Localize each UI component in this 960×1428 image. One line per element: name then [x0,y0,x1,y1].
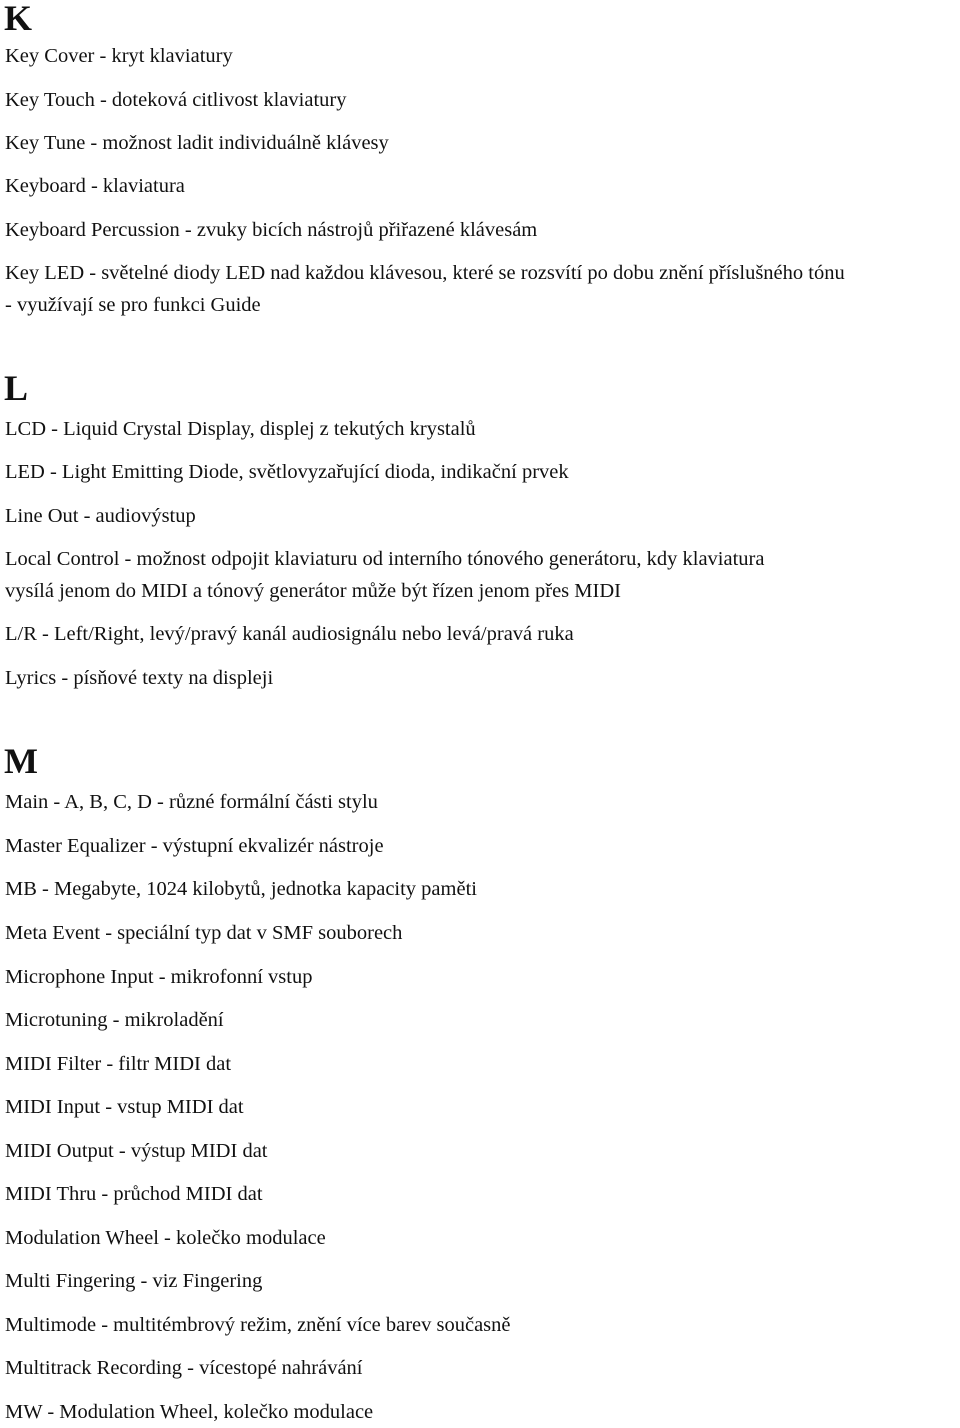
glossary-entry: Master Equalizer - výstupní ekvalizér nástroje [5,835,384,857]
glossary-entry: LED - Light Emitting Diode, světlovyzařující dioda, indikační prvek [5,461,569,483]
glossary-entry: MIDI Thru - průchod MIDI dat [5,1183,263,1205]
glossary-entry: Key Tune - možnost ladit individuálně klávesy [5,132,389,154]
glossary-entry: Keyboard - klaviatura [5,175,185,197]
glossary-entry: Microphone Input - mikrofonní vstup [5,966,313,988]
glossary-entry: Key Cover - kryt klaviatury [5,45,233,67]
glossary-entry: Microtuning - mikroladění [5,1009,224,1031]
glossary-entry: Multitrack Recording - vícestopé nahrávání [5,1357,363,1379]
glossary-entry: Meta Event - speciální typ dat v SMF souborech [5,922,403,944]
glossary-entry: Multimode - multitémbrový režim, znění více barev současně [5,1314,511,1336]
glossary-entry: Key Touch - doteková citlivost klaviatury [5,89,347,111]
glossary-entry: MB - Megabyte, 1024 kilobytů, jednotka kapacity paměti [5,878,477,900]
glossary-entry: Local Control - možnost odpojit klaviaturu od interního tónového generátoru, kdy klaviatura [5,548,765,570]
glossary-entry: Multi Fingering - viz Fingering [5,1270,263,1292]
glossary-entry: Line Out - audiovýstup [5,505,196,527]
section-letter-m: M [4,741,38,781]
glossary-entry-continuation: - využívají se pro funkci Guide [5,294,261,316]
section-letter-k: K [4,0,33,38]
glossary-entry: Lyrics - písňové texty na displeji [5,667,274,689]
section-letter-l: L [4,368,29,408]
glossary-entry-continuation: vysílá jenom do MIDI a tónový generátor může být řízen jenom přes MIDI [5,580,621,602]
glossary-entry: Key LED - světelné diody LED nad každou klávesou, které se rozsvítí po dobu znění příslušného tónu [5,262,845,284]
glossary-entry: Keyboard Percussion - zvuky bicích nástrojů přiřazené klávesám [5,219,538,241]
glossary-entry: MW - Modulation Wheel, kolečko modulace [5,1401,374,1423]
glossary-entry: LCD - Liquid Crystal Display, displej z tekutých krystalů [5,418,476,440]
glossary-entry: L/R - Left/Right, levý/pravý kanál audiosignálu nebo levá/pravá ruka [5,623,574,645]
glossary-entry: MIDI Output - výstup MIDI dat [5,1140,268,1162]
glossary-entry: MIDI Filter - filtr MIDI dat [5,1053,232,1075]
glossary-entry: MIDI Input - vstup MIDI dat [5,1096,244,1118]
glossary-entry: Main - A, B, C, D - různé formální části stylu [5,791,378,813]
glossary-entry: Modulation Wheel - kolečko modulace [5,1227,326,1249]
